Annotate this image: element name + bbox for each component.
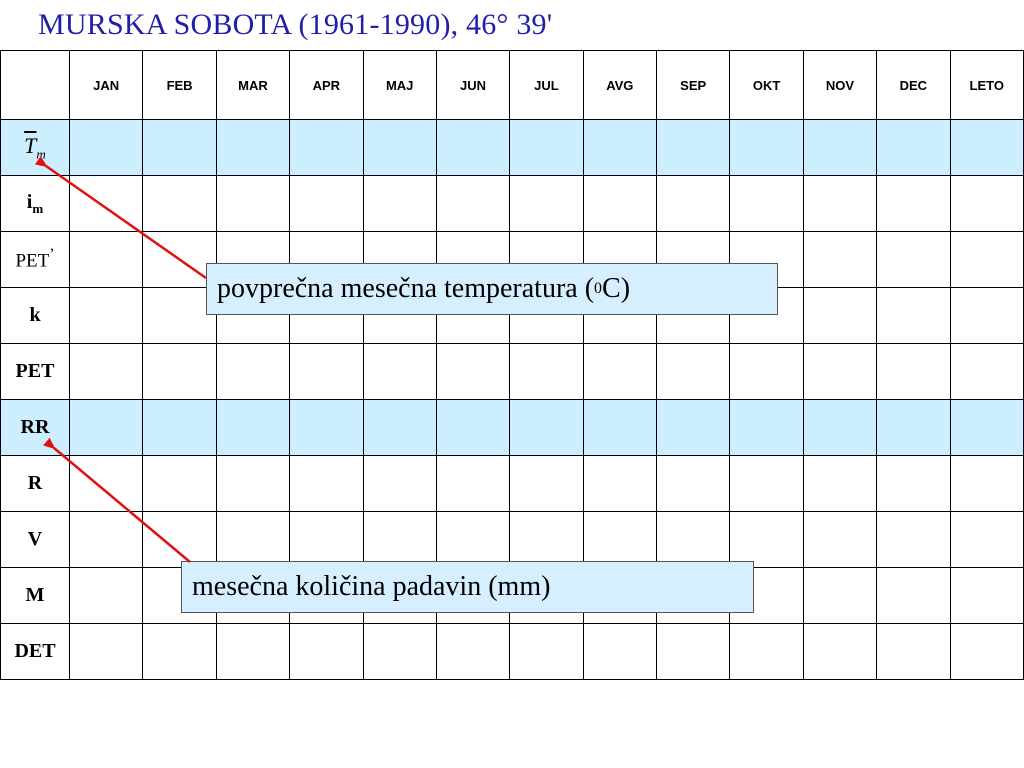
row-label-sup: ’ [49, 246, 55, 264]
col-header: JUN [436, 51, 509, 120]
row-label: DET [14, 640, 56, 662]
col-header: JAN [70, 51, 143, 120]
row-label-sub: m [36, 146, 46, 162]
row-label-sub: m [32, 200, 44, 216]
col-header: LETO [950, 51, 1024, 120]
row-label: V [27, 528, 43, 550]
callout-sup: 0 [594, 280, 603, 297]
temperature-arrow [46, 166, 206, 278]
row-label: i [26, 190, 33, 213]
col-header: APR [290, 51, 363, 120]
col-header: DEC [877, 51, 950, 120]
col-header: AVG [583, 51, 656, 120]
col-header: MAJ [363, 51, 436, 120]
row-label: PET [15, 360, 55, 382]
row-label: $\overline{T}$ [24, 132, 37, 158]
col-header: JUL [510, 51, 583, 120]
callout-text: povprečna mesečna temperatura ( [217, 273, 595, 304]
callout-text: mesečna količina padavin (mm) [192, 571, 551, 602]
col-header: SEP [657, 51, 730, 120]
row-label: PET [15, 250, 50, 272]
precipitation-arrow [54, 448, 190, 562]
col-header: OKT [730, 51, 803, 120]
callout-tail: C) [602, 273, 631, 304]
col-header: NOV [803, 51, 876, 120]
row-label: M [25, 584, 45, 606]
row-label: k [29, 304, 41, 326]
col-header: FEB [143, 51, 216, 120]
row-label: R [27, 472, 43, 494]
row-label: RR [20, 416, 50, 438]
page-title: MURSKA SOBOTA (1961-1990), 46° 39' [38, 8, 553, 41]
col-header: MAR [216, 51, 289, 120]
